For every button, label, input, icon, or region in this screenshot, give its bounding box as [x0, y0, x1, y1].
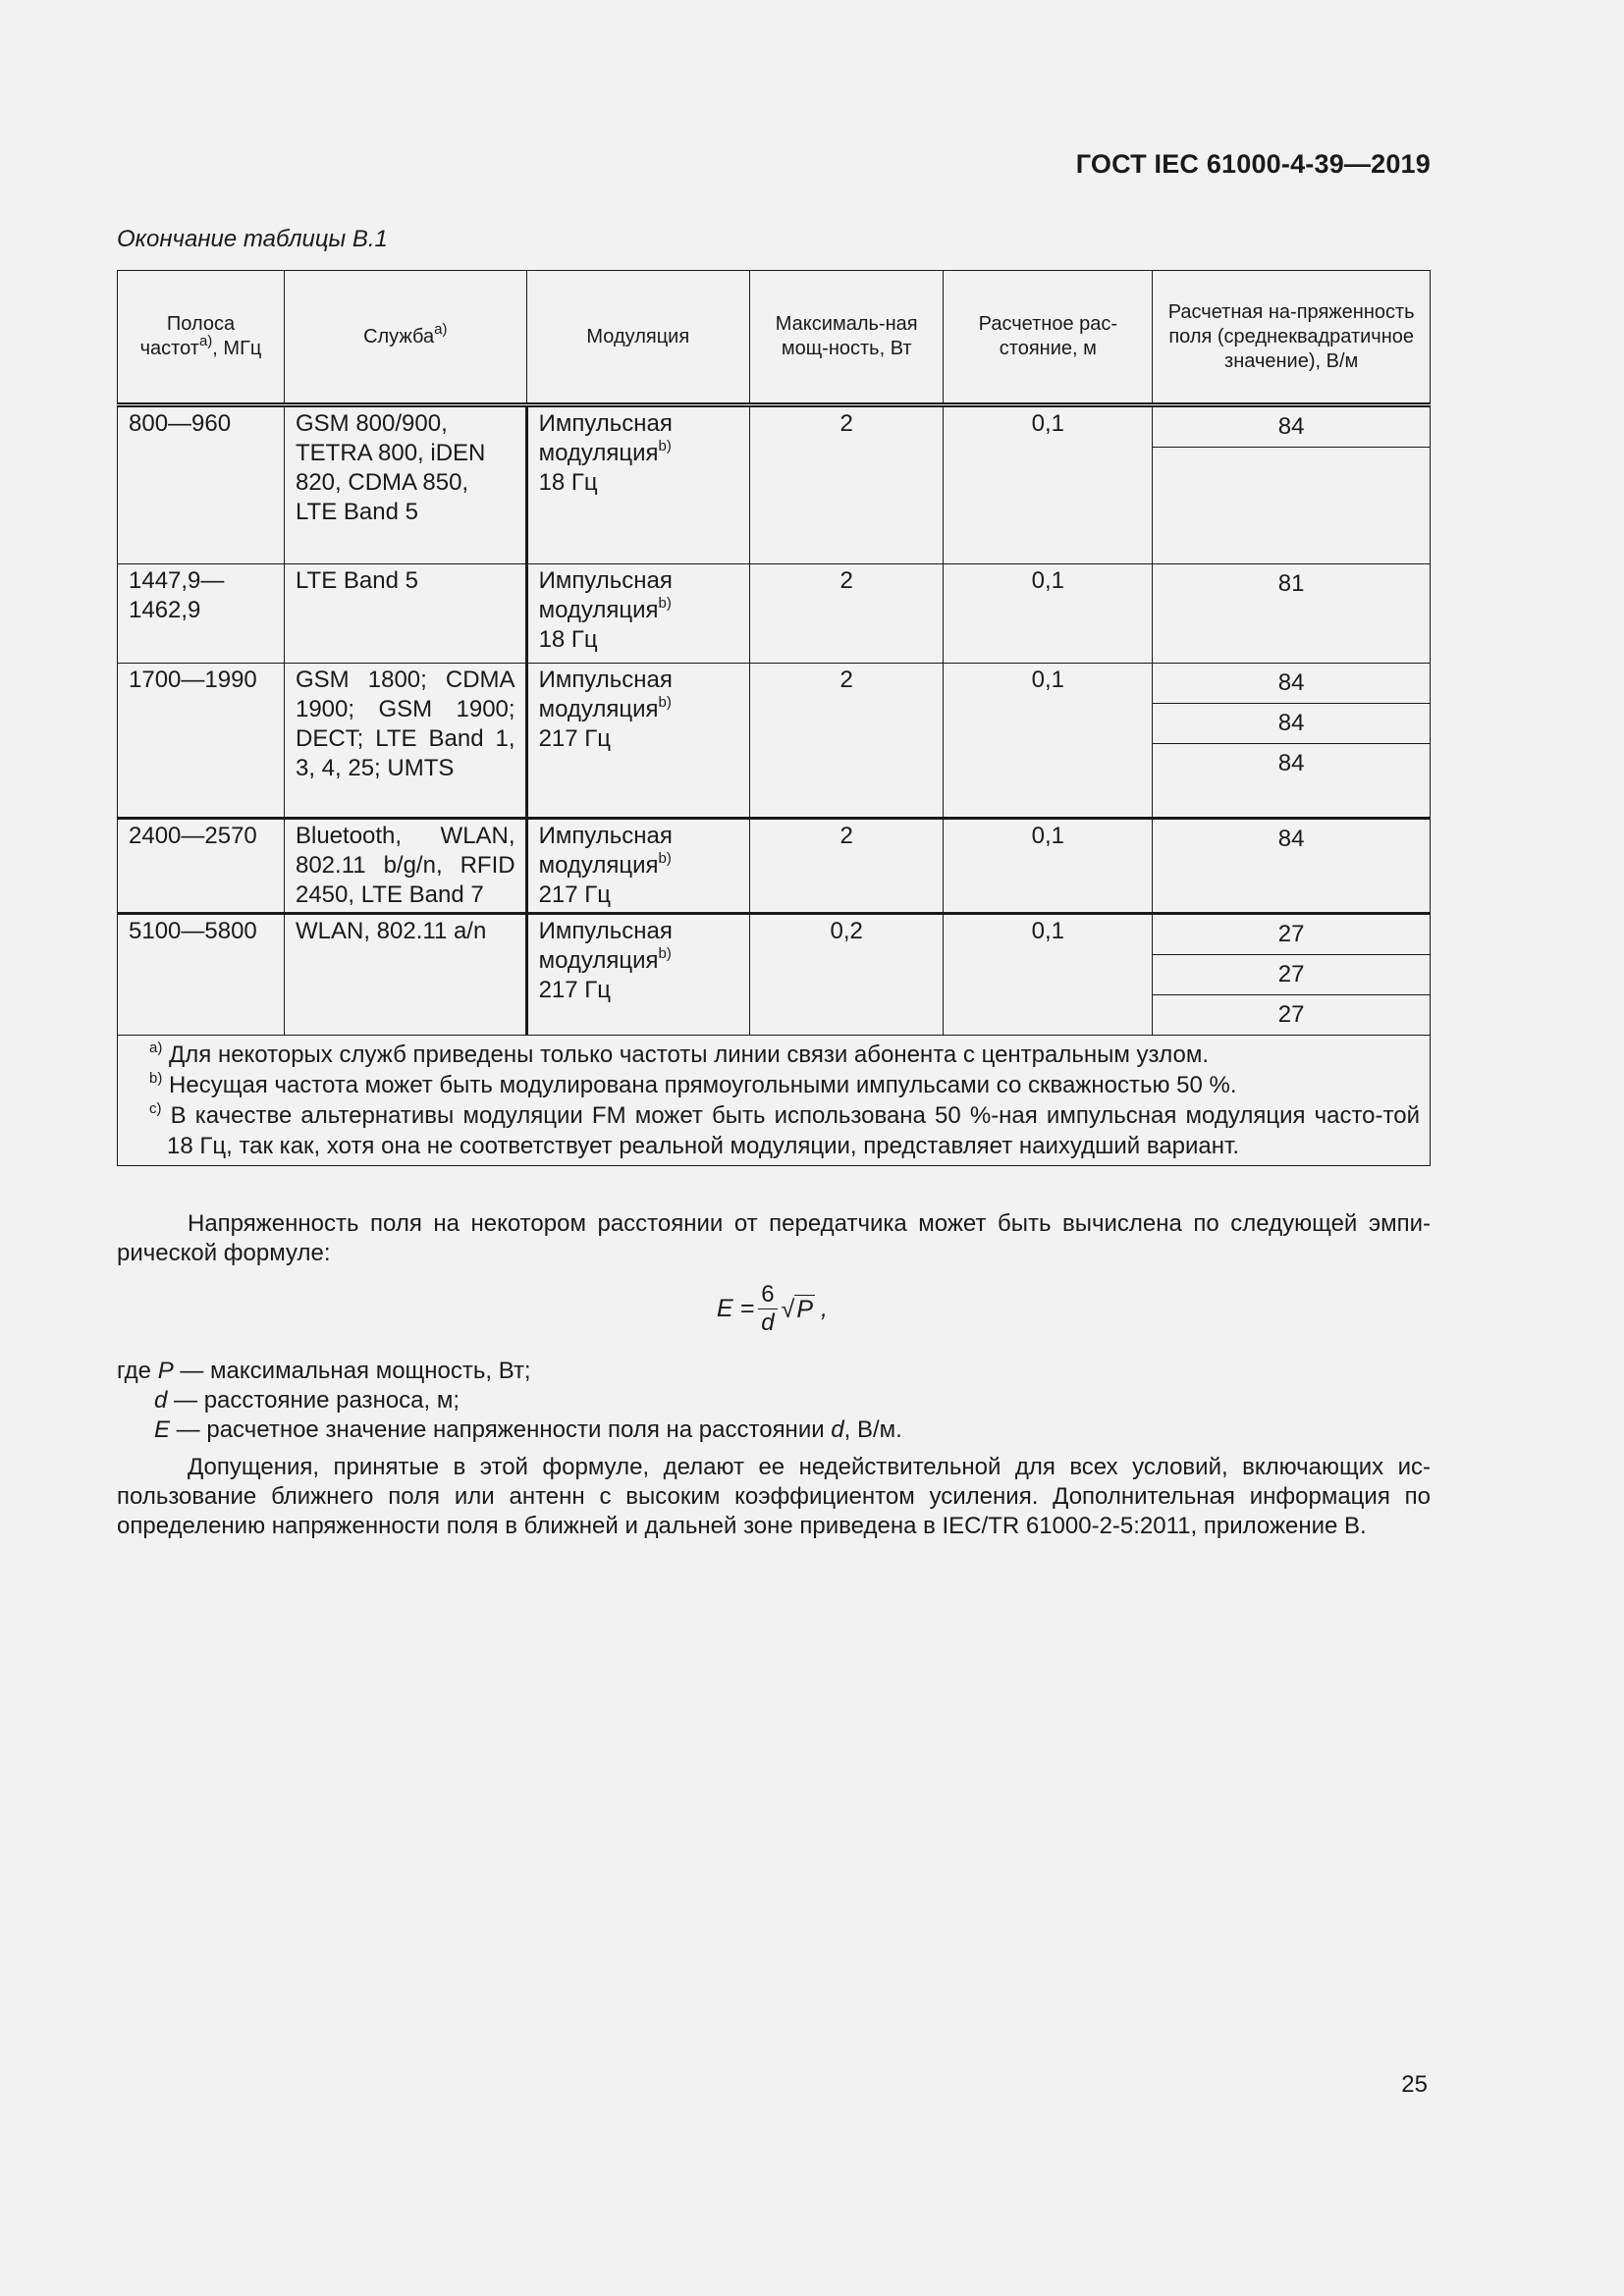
cell-distance: 0,1	[944, 564, 1153, 664]
cell-modulation: Импульсная модуляция$^{b)}$ 217 Гц	[526, 819, 749, 914]
footnote-b: $^{b)}$ Несущая частота может быть модулирована прямоугольными импульсами со скважностью 50 %.	[149, 1070, 1237, 1098]
cell-distance: 0,1	[944, 914, 1153, 1036]
table-notes-row	[118, 1036, 1431, 1166]
col-header-band: Полоса частот$^{a)}$, МГц	[118, 271, 285, 405]
col-header-field: Расчетная на-пряженность поля (среднеквадратичное значение), В/м	[1153, 271, 1431, 405]
field-value: 27	[1153, 955, 1430, 995]
legend-p: где P — максимальная мощность, Вт;	[117, 1358, 531, 1384]
cell-power: 2	[750, 664, 944, 819]
field-value: 84	[1277, 826, 1305, 852]
legend-e: E — расчетное значение напряженности поля на расстоянии d, В/м.	[154, 1416, 902, 1443]
cell-field	[1153, 914, 1431, 1036]
field-value: 84	[1153, 704, 1430, 744]
table-header-row	[118, 271, 1431, 405]
col-header-service: Служба$^{a)}$	[284, 271, 526, 405]
cell-service: WLAN, 802.11 a/n	[284, 914, 526, 1036]
table-row	[118, 564, 1431, 664]
formula-comma: ,	[821, 1295, 828, 1322]
field-value: 81	[1277, 570, 1305, 597]
footnote-c: $^{c)}$ В качестве альтернативы модуляции FM может быть использована 50 %-ная импульсная модуляция часто-той 18 Гц, так как, хотя она не соответствует реальной модуляции, представляет наихудший вариант.	[149, 1100, 1420, 1159]
table-notes	[118, 1036, 1431, 1166]
frequency-table	[117, 270, 1431, 1166]
cell-power: 2	[750, 405, 944, 564]
col-header-distance: Расчетное рас-стояние, м	[944, 271, 1153, 405]
cell-distance: 0,1	[944, 819, 1153, 914]
table-row	[118, 819, 1431, 914]
cell-modulation: Импульсная модуляция$^{b)}$ 18 Гц	[526, 564, 749, 664]
cell-power: 2	[750, 564, 944, 664]
paragraph-intro: Напряженность поля на некотором расстоянии от передатчика может быть вычислена по следующей эмпи-рической формуле:	[117, 1210, 1431, 1266]
field-strength-formula	[717, 1281, 828, 1337]
cell-field	[1153, 664, 1431, 819]
page-number: 25	[1401, 2071, 1428, 2098]
cell-band: 1447,9—1462,9	[118, 564, 285, 664]
table-row	[118, 405, 1431, 564]
table-caption: Окончание таблицы В.1	[117, 226, 388, 252]
cell-power: 0,2	[750, 914, 944, 1036]
table-row	[118, 664, 1431, 819]
cell-distance: 0,1	[944, 664, 1153, 819]
formula-lhs: E =	[717, 1295, 755, 1322]
field-value: 84	[1153, 664, 1430, 704]
cell-band: 1700—1990	[118, 664, 285, 819]
field-value: 27	[1153, 915, 1430, 955]
cell-field	[1153, 405, 1431, 564]
paragraph-assumptions: Допущения, принятые в этой формуле, делают ее недействительной для всех условий, включающих ис-пользование ближнего поля или антенн с высоким коэффициентом усиления. Дополнительная информация по определению напряженности поля в ближней и дальней зоне приведена в IEC/TR 61000-2-5:2011, приложение В.	[117, 1454, 1431, 1539]
cell-service: LTE Band 5	[284, 564, 526, 664]
formula-sqrt: √ P	[781, 1295, 814, 1323]
cell-service: Bluetooth, WLAN, 802.11 b/g/n, RFID 2450, LTE Band 7	[284, 819, 526, 914]
col-header-modulation: Модуляция	[526, 271, 749, 405]
legend-d: d — расстояние разноса, м;	[154, 1387, 460, 1414]
cell-service: GSM 1800; CDMA 1900; GSM 1900; DECT; LTE Band 1, 3, 4, 25; UMTS	[284, 664, 526, 819]
field-value: 84	[1277, 750, 1305, 776]
cell-service: GSM 800/900, TETRA 800, iDEN 820, CDMA 850, LTE Band 5	[284, 405, 526, 564]
cell-distance: 0,1	[944, 405, 1153, 564]
cell-modulation: Импульсная модуляция$^{b)}$ 217 Гц	[526, 664, 749, 819]
document-code: ГОСТ IEC 61000-4-39—2019	[1075, 149, 1431, 179]
cell-band: 5100—5800	[118, 914, 285, 1036]
col-header-power: Максималь-ная мощ-ность, Вт	[750, 271, 944, 405]
cell-power: 2	[750, 819, 944, 914]
cell-band: 800—960	[118, 405, 285, 564]
cell-field	[1153, 564, 1431, 664]
cell-band: 2400—2570	[118, 819, 285, 914]
cell-modulation: Импульсная модуляция$^{b)}$ 18 Гц	[526, 405, 749, 564]
cell-field	[1153, 819, 1431, 914]
formula-legend	[117, 1357, 1431, 1445]
footnote-a: $^{a)}$ Для некоторых служб приведены только частоты линии связи абонента с центральным узлом.	[149, 1040, 1210, 1068]
table-row	[118, 914, 1431, 1036]
field-value: 84	[1153, 407, 1430, 448]
cell-modulation: Импульсная модуляция$^{b)}$ 217 Гц	[526, 914, 749, 1036]
formula-fraction: $\frac{6}{d}$	[758, 1281, 777, 1337]
field-value	[1153, 448, 1430, 563]
field-value: 27	[1277, 1001, 1305, 1028]
